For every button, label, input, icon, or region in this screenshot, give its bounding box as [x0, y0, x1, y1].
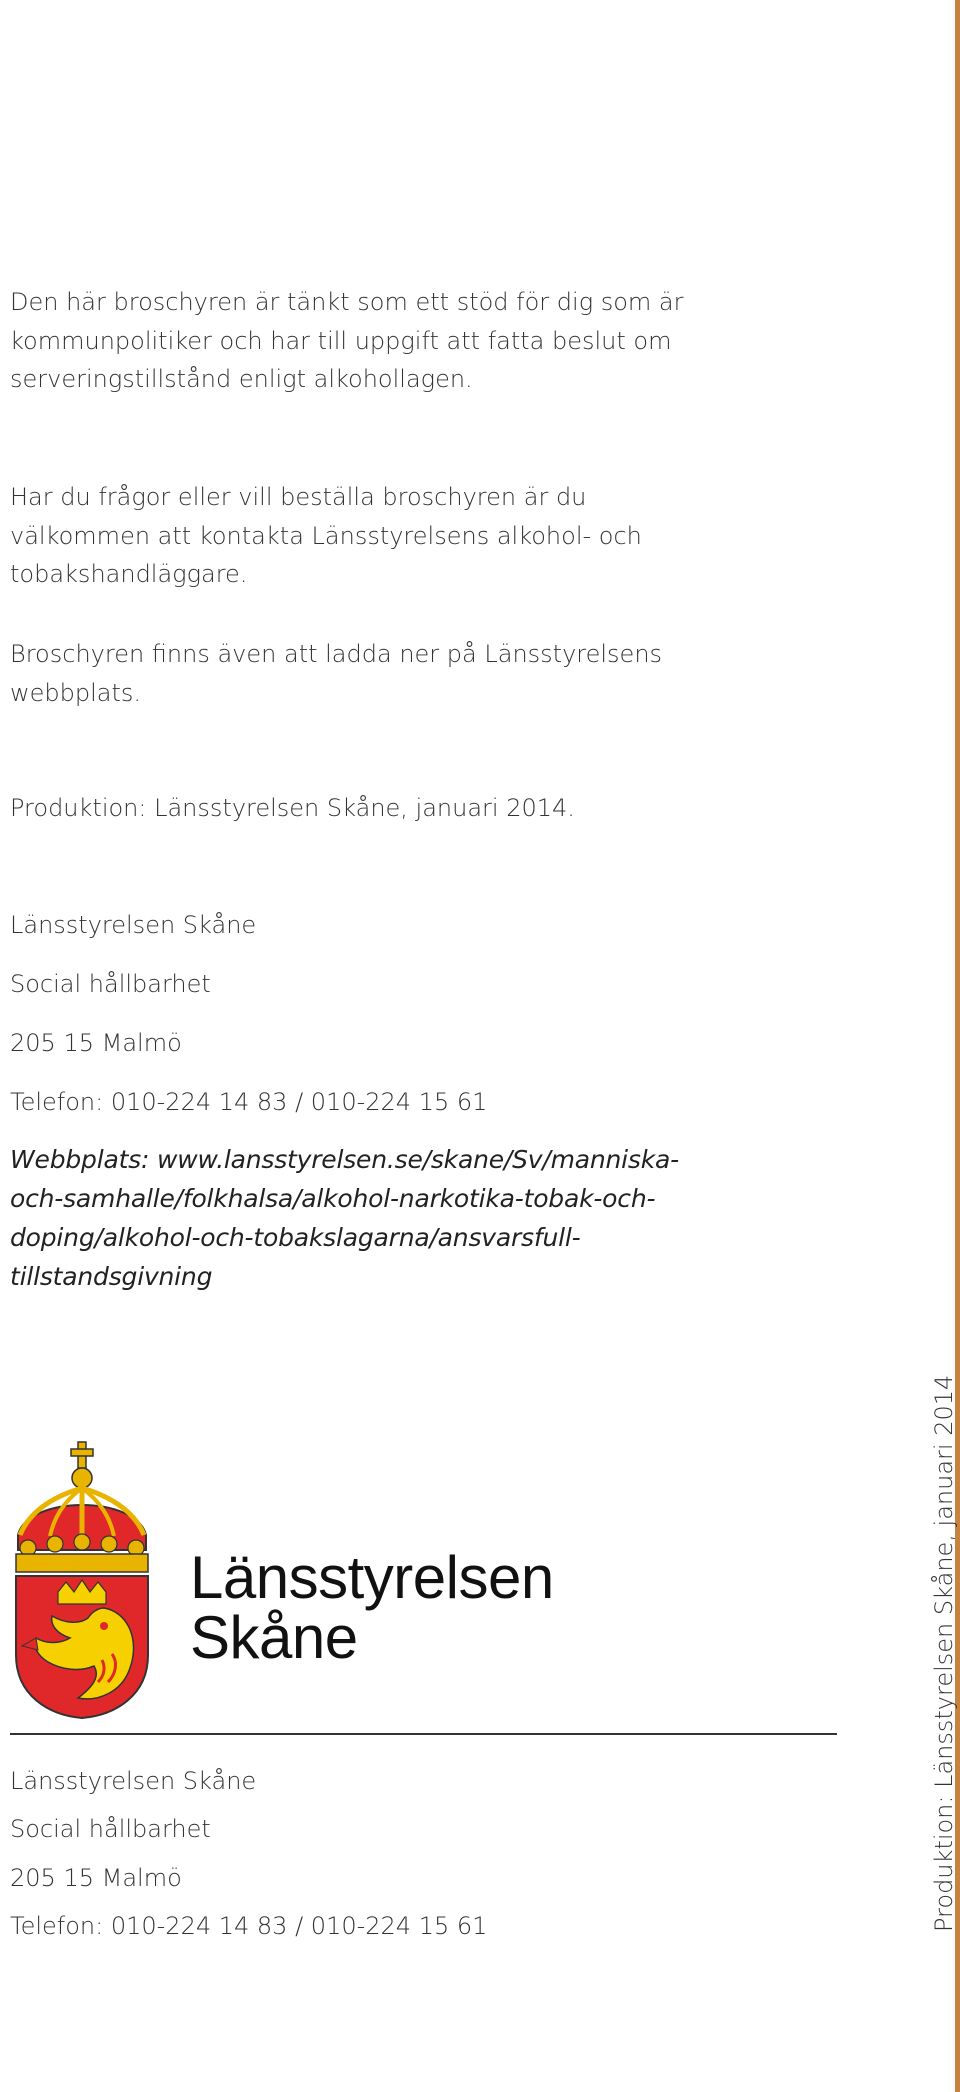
production-note: Produktion: Länsstyrelsen Skåne, januari 2014.	[10, 794, 575, 822]
contact-postal-address: 205 15 Malmö	[10, 1029, 182, 1057]
logo-wordmark-line-2: Skåne	[190, 1604, 358, 1671]
skane-coat-of-arms-icon	[8, 1440, 156, 1720]
contact-department: Social hållbarhet	[10, 970, 211, 998]
footer-phone: Telefon: 010-224 14 83 / 010-224 15 61	[10, 1912, 488, 1940]
contact-website-link[interactable]: Webbplats: www.lansstyrelsen.se/skane/Sv/manniska-och-samhalle/folkhalsa/alkohol-narkotika-tobak-och-doping/alkohol-och-tobakslagarna/ansvarsfull-tillstandsgivning	[10, 1145, 679, 1291]
intro-paragraph-1: Den här broschyren är tänkt som ett stöd för dig som är kommunpolitiker och har till uppgift att fatta beslut om serveringstillstånd enligt alkohollagen.	[10, 288, 684, 393]
logo-wordmark-line-1: Länsstyrelsen	[190, 1544, 554, 1611]
logo-wordmark	[190, 1544, 554, 1671]
spine-production-text: Produktion: Länsstyrelsen Skåne, januari 2014	[930, 1374, 958, 1932]
contact-organization: Länsstyrelsen Skåne	[10, 911, 257, 939]
footer-postal-address: 205 15 Malmö	[10, 1864, 182, 1892]
contact-phone: Telefon: 010-224 14 83 / 010-224 15 61	[10, 1088, 488, 1116]
intro-paragraph-2: Har du frågor eller vill beställa broschyren är du välkommen att kontakta Länsstyrelsens alkohol- och tobakshandläggare.	[10, 483, 642, 588]
footer-organization: Länsstyrelsen Skåne	[10, 1767, 257, 1795]
footer-divider	[10, 1733, 837, 1735]
footer-department: Social hållbarhet	[10, 1815, 211, 1843]
intro-paragraph-3: Broschyren finns även att ladda ner på Länsstyrelsens webbplats.	[10, 640, 663, 707]
organization-logo	[8, 1440, 554, 1720]
